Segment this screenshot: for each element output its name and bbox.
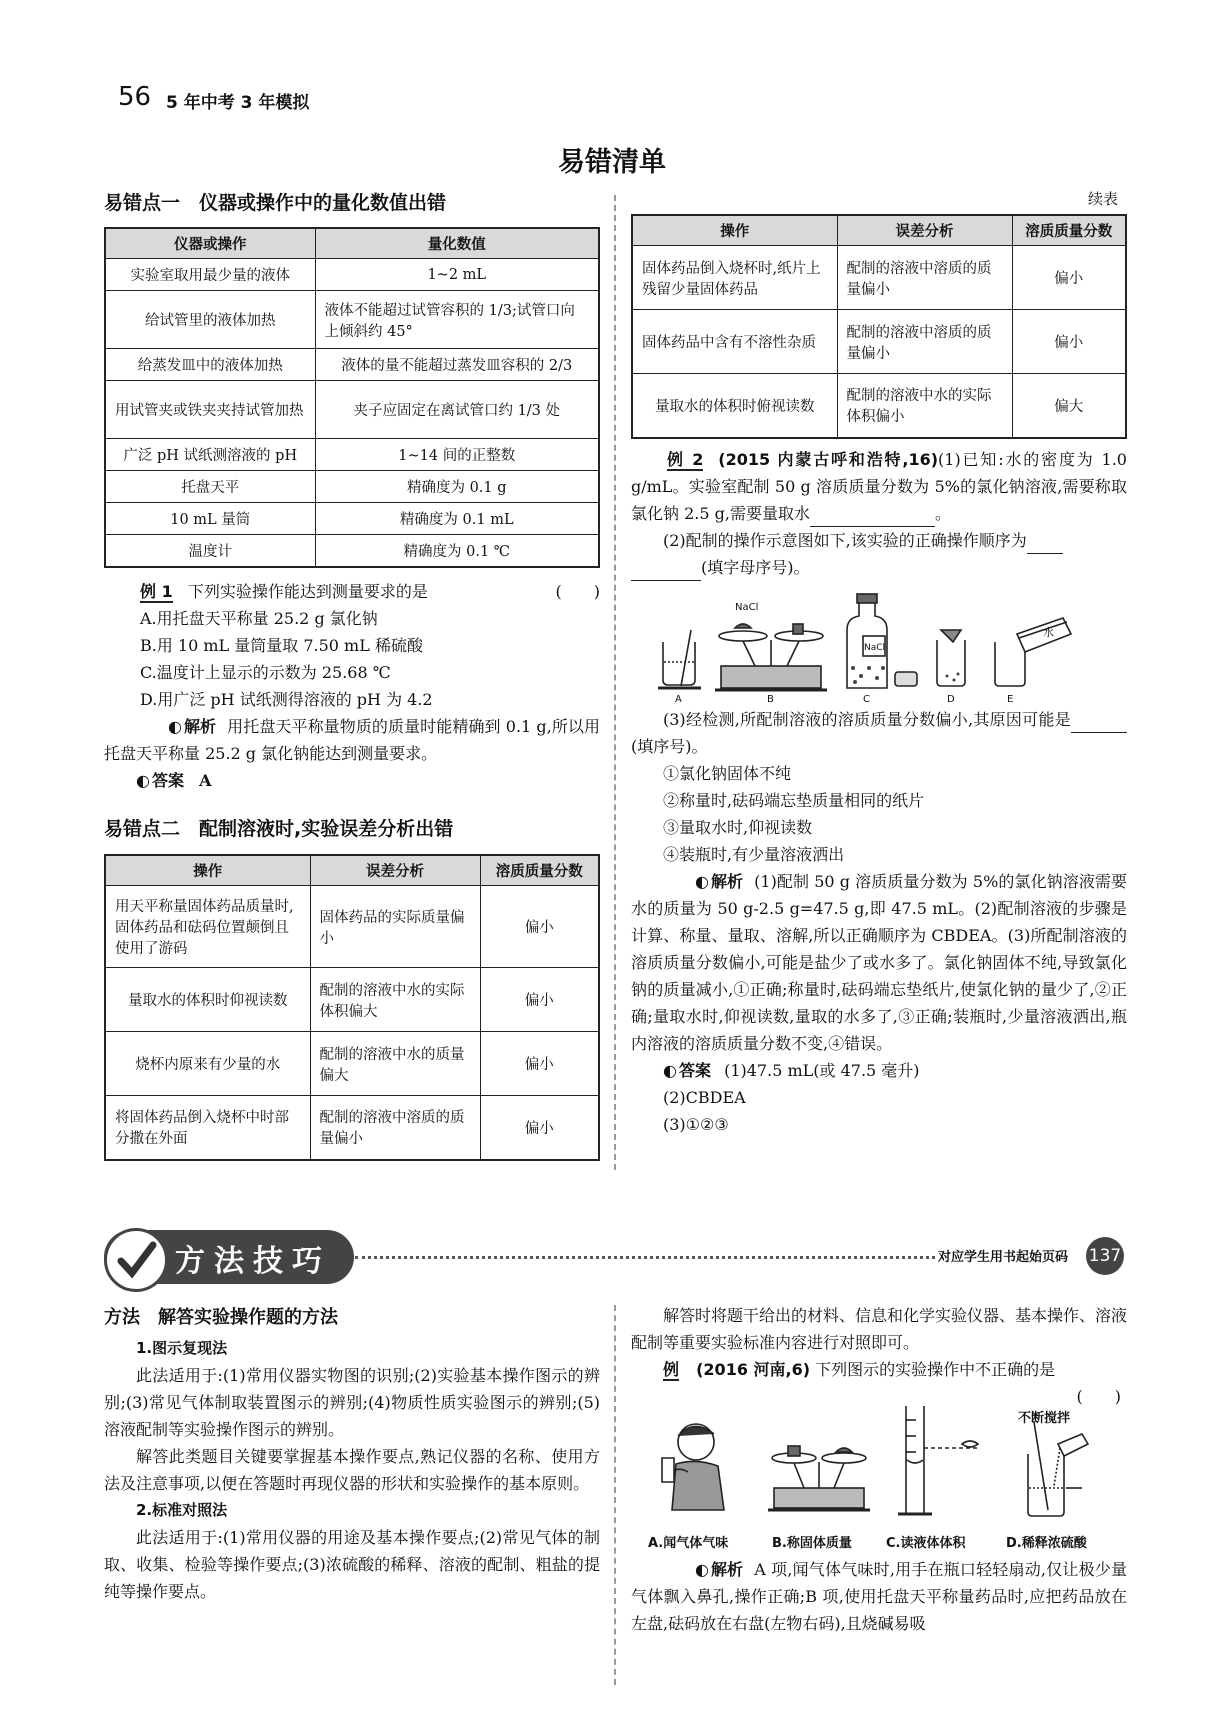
option-c: C.温度计上显示的示数为 25.68 ℃ (140, 663, 391, 682)
table-cell: 实验室取用最少量的液体 (105, 259, 315, 291)
example3-analysis: A 项,闻气体气味时,用手在瓶口轻轻扇动,仅让极少量气体飘入鼻孔,操作正确;B 项,使用托盘天平称量药品时,应把药品放在左盘,砝码放在右盘(左物右码),且烧碱易吸 (631, 1560, 1127, 1633)
example2-analysis: (1)配制 50 g 溶质质量分数为 5%的氯化钠溶液需要水的质量为 50 g-2.5 g=47.5 g,即 47.5 mL。(2)配制溶液的步骤是计算、称量、量取、溶解,所以正确顺序为 CBDEA。(3)所配制溶液的溶质质量分数偏小,可能是盐少了或水多了。氯化钠固体不纯,导致氯化钠的质量减小,①正确;称量时,砝码端忘垫纸片,使氯化钠的量少了,②正确;量取水时,仰视读数,量取的水多了,③正确;装瓶时,少量溶液洒出,瓶内溶液的溶质质量分数不变,④错误。 (631, 872, 1127, 1053)
table-header: 仪器或操作 (105, 228, 315, 259)
figure-label-e: E (1007, 694, 1014, 702)
method-heading: 方法 解答实验操作题的方法 (104, 1307, 338, 1328)
point1-heading: 易错点一 仪器或操作中的量化数值出错 (104, 192, 447, 214)
answer-blank (810, 508, 935, 527)
banner-page-ref: 对应学生用书起始页码 (938, 1250, 1069, 1265)
example2-q3: (3)经检测,所配制溶液的溶质质量分数偏小,其原因可能是 (663, 710, 1071, 729)
method-sub1: 1.图示复现法 (136, 1339, 228, 1357)
table-cell: 10 mL 量筒 (105, 503, 315, 535)
analysis-label: ◐ 解析 (136, 713, 216, 740)
solution-steps-figure (655, 590, 1095, 702)
graduated-cylinder-icon (898, 1406, 978, 1514)
option-a: A.用托盘天平称量 25.2 g 氯化钠 (140, 609, 378, 628)
table-header: 误差分析 (310, 855, 480, 886)
nacl-label: NaCl (864, 643, 886, 653)
method-para2: 解答此类题目关键要掌握基本操作要点,熟记仪器的名称、使用方法及注意事项,以便在答题时再现仪器的形状和实验操作的基本原则。 (104, 1447, 600, 1493)
table-cell: 偏小 (480, 968, 599, 1032)
example2-answer-2: (2)CBDEA (663, 1088, 746, 1107)
table-cell: 固体药品的实际质量偏小 (310, 886, 480, 968)
pour-water-icon (995, 618, 1071, 686)
table-header: 误差分析 (837, 215, 1012, 246)
table-cell: 给试管里的液体加热 (105, 291, 315, 349)
nacl-label: NaCl (735, 602, 759, 613)
example2-q1: (1)已知:水的密度为 1.0 g/mL。实验室配制 50 g 溶质质量分数为 5%的氯化钠溶液,需要称取氯化钠 2.5 g,需要量取水 (631, 450, 1127, 523)
table-cell: 1~2 mL (315, 259, 599, 291)
table-cell: 偏小 (1012, 246, 1126, 310)
answer-blank (1071, 714, 1127, 733)
caption-a: A.闻气体气味 (648, 1536, 729, 1551)
answer-blank (1027, 535, 1063, 554)
example2-q2: (2)配制的操作示意图如下,该实验的正确操作顺序为 (663, 531, 1027, 550)
example2-continued (631, 706, 1127, 1138)
table-cell: 精确度为 0.1 mL (315, 503, 599, 535)
smelling-person-icon (662, 1424, 724, 1510)
table-cell: 用天平称量固体药品质量时,固体药品和砝码位置颠倒且使用了游码 (105, 886, 310, 968)
option-d: D.用广泛 pH 试纸测得溶液的 pH 为 4.2 (140, 690, 433, 709)
q3-end: (填序号)。 (631, 737, 708, 756)
table-cell: 液体的量不能超过蒸发皿容积的 2/3 (315, 349, 599, 381)
section-title: 易错清单 (558, 147, 666, 178)
choice-1: ①氯化钠固体不纯 (663, 764, 792, 783)
banner-title: 方法技巧 (175, 1244, 331, 1279)
example1-stem: 下列实验操作能达到测量要求的是 (187, 582, 428, 601)
column-divider (614, 1305, 616, 1685)
caption-c: C.读液体体积 (886, 1536, 966, 1551)
balance-icon (715, 624, 827, 690)
beaker-stir-icon (658, 630, 701, 688)
table-cell: 广泛 pH 试纸测溶液的 pH (105, 439, 315, 471)
table-cell: 用试管夹或铁夹夹持试管加热 (105, 381, 315, 439)
table-cell: 偏小 (480, 1096, 599, 1160)
table-cell: 量取水的体积时仰视读数 (105, 968, 310, 1032)
table-cell: 偏小 (480, 1032, 599, 1096)
table-cell: 精确度为 0.1 ℃ (315, 535, 599, 567)
example2-source: (2015 内蒙古呼和浩特,16) (718, 450, 939, 469)
choice-2: ②称量时,砝码端忘垫质量相同的纸片 (663, 791, 925, 810)
banner-dotted-line (355, 1256, 935, 1259)
table-cell: 偏小 (480, 886, 599, 968)
check-icon (107, 1231, 165, 1289)
table-cell: 配制的溶液中水的质量偏大 (310, 1032, 480, 1096)
method-sub2: 2.标准对照法 (136, 1501, 228, 1519)
page-number: 56 (118, 82, 152, 112)
water-label: 水 (1043, 626, 1054, 639)
method-para3: 此法适用于:(1)常用仪器的用途及基本操作要点;(2)常见气体的制取、收集、检验等操作要点;(3)浓硫酸的稀释、溶液的配制、粗盐的提纯等操作要点。 (104, 1528, 600, 1601)
q2-end: (填字母序号)。 (701, 558, 810, 577)
caption-d: D.稀释浓硫酸 (1006, 1536, 1087, 1551)
example2-label: 例 2 (667, 450, 704, 469)
example1-analysis: 用托盘天平称量物质的质量时能精确到 0.1 g,所以用托盘天平称量 25.2 g 氯化钠能达到测量要求。 (104, 717, 600, 763)
experiment-figure (648, 1400, 1118, 1530)
table-cell: 配制的溶液中溶质的质量偏小 (837, 310, 1012, 374)
table-cell: 温度计 (105, 535, 315, 567)
point2-table (104, 854, 600, 1161)
table-cell: 托盘天平 (105, 471, 315, 503)
q1-end: 。 (934, 504, 951, 523)
method-para1: 此法适用于:(1)常用仪器实物图的识别;(2)实验基本操作图示的辨别;(3)常见气体制取装置图示的辨别;(4)物质性质实验图示的辨别;(5)溶液配制等实验操作图示的辨别。 (104, 1366, 600, 1439)
table-header: 操作 (632, 215, 837, 246)
table-cell: 配制的溶液中溶质的质量偏小 (837, 246, 1012, 310)
caption-b: B.称固体质量 (772, 1536, 852, 1551)
stir-label: 不断搅拌 (1018, 1411, 1071, 1426)
option-b: B.用 10 mL 量筒量取 7.50 mL 稀硫酸 (140, 636, 423, 655)
table-header: 操作 (105, 855, 310, 886)
example3-label: 例 (663, 1360, 680, 1379)
table-cell: 配制的溶液中水的实际体积偏大 (310, 968, 480, 1032)
table-cell: 固体药品倒入烧杯时,纸片上残留少量固体药品 (632, 246, 837, 310)
table-cell: 配制的溶液中溶质的质量偏小 (310, 1096, 480, 1160)
table-header: 溶质质量分数 (1012, 215, 1126, 246)
answer-label: ◐ 答案 (136, 767, 184, 794)
table-cell: 给蒸发皿中的液体加热 (105, 349, 315, 381)
method-para4: 解答时将题干给出的材料、信息和化学实验仪器、基本操作、溶液配制等重要实验标准内容进行对照即可。 (631, 1306, 1128, 1352)
figure-label-b: B (767, 694, 774, 702)
figure-label-a: A (675, 694, 682, 702)
table-cell: 量取水的体积时俯视读数 (632, 374, 837, 438)
analysis-label: ◐ 解析 (663, 1556, 743, 1583)
point2-heading: 易错点二 配制溶液时,实验误差分析出错 (104, 818, 454, 840)
example3-analysis-block (631, 1556, 1127, 1637)
example3-answer-paren: ( ) (1076, 1387, 1121, 1406)
example2-answer-1: (1)47.5 mL(或 47.5 毫升) (724, 1061, 920, 1080)
continued-table (631, 214, 1127, 439)
answer-blank (631, 562, 701, 581)
continued-label: 续表 (1088, 190, 1119, 208)
example1-label: 例 1 (140, 582, 173, 601)
balance-icon (768, 1446, 870, 1510)
example1 (104, 578, 600, 794)
table-header: 溶质质量分数 (480, 855, 599, 886)
answer-label: ◐ 答案 (663, 1057, 711, 1084)
point1-table (104, 227, 600, 568)
book-title: 5 年中考 3 年模拟 (166, 93, 310, 113)
reagent-bottle-icon (847, 594, 917, 688)
table-cell: 配制的溶液中水的实际体积偏小 (837, 374, 1012, 438)
table-cell: 将固体药品倒入烧杯中时部分撒在外面 (105, 1096, 310, 1160)
table-cell: 精确度为 0.1 g (315, 471, 599, 503)
table-cell: 烧杯内原来有少量的水 (105, 1032, 310, 1096)
example1-answer-paren: ( ) (555, 582, 600, 601)
analysis-label: ◐ 解析 (663, 868, 743, 895)
choice-3: ③量取水时,仰视读数 (663, 818, 813, 837)
method-section (104, 1304, 600, 1605)
table-cell: 夹子应固定在离试管口约 1/3 处 (315, 381, 599, 439)
table-cell: 液体不能超过试管容积的 1/3;试管口向上倾斜约 45° (315, 291, 599, 349)
column-divider (614, 195, 616, 1170)
table-header: 量化数值 (315, 228, 599, 259)
method-continued (631, 1302, 1127, 1410)
figure-label-d: D (947, 694, 955, 702)
diluting-acid-icon (1028, 1422, 1088, 1516)
beaker-icon (937, 630, 965, 686)
table-cell: 固体药品中含有不溶性杂质 (632, 310, 837, 374)
table-cell: 1~14 间的正整数 (315, 439, 599, 471)
choice-4: ④装瓶时,有少量溶液洒出 (663, 845, 845, 864)
table-cell: 偏大 (1012, 374, 1126, 438)
example1-answer: A (199, 771, 212, 790)
example2-answer-3: (3)①②③ (663, 1115, 729, 1134)
example2 (631, 446, 1127, 581)
example3-stem: 下列图示的实验操作中不正确的是 (815, 1360, 1056, 1379)
banner-page-badge: 137 (1086, 1237, 1124, 1275)
figure-label-c: C (863, 694, 870, 702)
example3-source: (2016 河南,6) (696, 1360, 811, 1379)
banner-check-circle (104, 1228, 168, 1292)
table-cell: 偏小 (1012, 310, 1126, 374)
